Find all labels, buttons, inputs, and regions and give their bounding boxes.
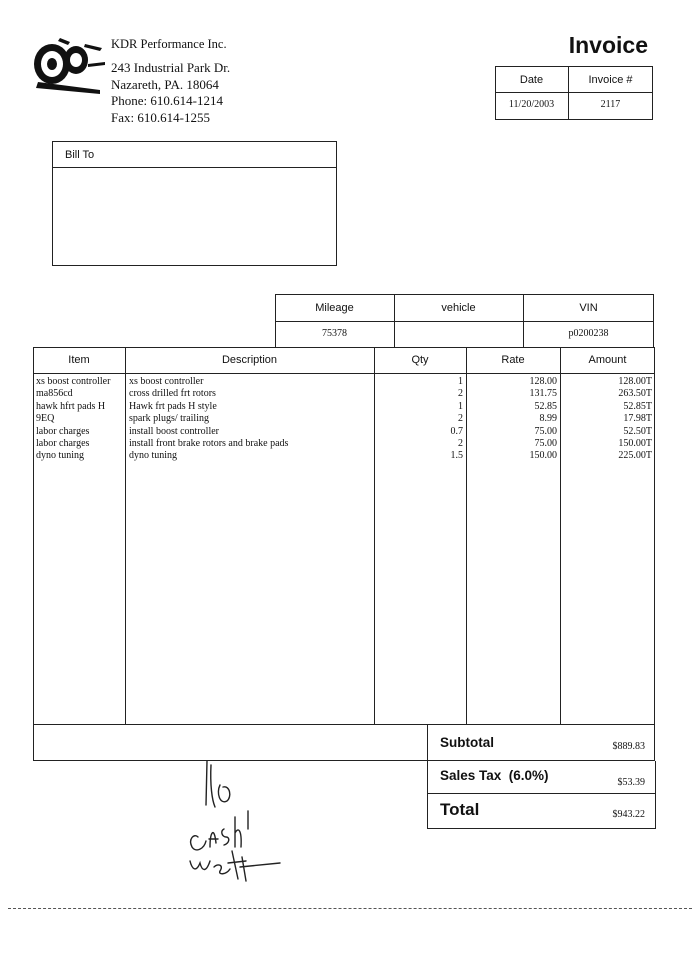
bill-to-label: Bill To — [65, 149, 95, 161]
table-row-item: labor charges — [36, 425, 90, 437]
table-row-item: ma856cd — [36, 388, 73, 400]
column-header-rate: Rate — [501, 354, 525, 366]
table-row-item: dyno tuning — [36, 450, 85, 462]
company-phone: Phone: 610.614-1214 — [111, 93, 223, 108]
table-row-description: cross drilled frt rotors — [129, 388, 216, 400]
mileage-value: 75378 — [322, 328, 347, 339]
vin-label: VIN — [579, 302, 598, 314]
table-row-qty: 2 — [458, 437, 463, 449]
table-row-rate: 131.75 — [529, 388, 557, 400]
table-row-description: install boost controller — [129, 425, 219, 437]
subtotal-value: $889.83 — [612, 741, 645, 752]
company-address-line2: Nazareth, PA. 18064 — [111, 76, 219, 92]
sales-tax-value: $53.39 — [617, 777, 645, 788]
table-row-rate: 52.85 — [534, 400, 557, 412]
table-row-description: spark plugs/ trailing — [129, 413, 209, 425]
subtotal-label: Subtotal — [440, 735, 494, 750]
invoice-title: Invoice — [568, 32, 648, 58]
table-row-description: dyno tuning — [129, 450, 178, 462]
table-row-amount: 263.50T — [618, 388, 652, 400]
sales-tax-label: Sales Tax (6.0%) — [440, 768, 549, 783]
table-row-amount: 150.00T — [618, 437, 652, 449]
column-header-item: Item — [68, 354, 90, 366]
table-row-item: hawk hfrt pads H — [36, 400, 106, 412]
description-column — [129, 376, 373, 463]
table-row-qty: 2 — [458, 413, 463, 425]
company-fax: Fax: 610.614-1255 — [111, 109, 210, 125]
total-label: Total — [440, 800, 480, 819]
company-address-line1: 243 Industrial Park Dr. — [111, 60, 231, 75]
total-value: $943.22 — [612, 809, 645, 820]
invoice-number: 2117 — [600, 99, 621, 110]
item-column — [36, 376, 124, 463]
table-row-description: xs boost controller — [129, 376, 204, 387]
bill-to-box — [52, 141, 337, 266]
table-row-rate: 8.99 — [539, 413, 557, 425]
table-row-rate: 150.00 — [529, 450, 557, 462]
column-header-amount: Amount — [588, 354, 627, 366]
table-row-description: Hawk frt pads H style — [129, 400, 217, 412]
mileage-label: Mileage — [315, 302, 354, 314]
table-row-amount: 225.00T — [618, 450, 652, 462]
table-row-item: xs boost controller — [36, 376, 111, 387]
handwritten-note — [180, 755, 300, 885]
qty-column — [376, 376, 463, 463]
vin-value: p0200238 — [568, 328, 609, 339]
company-name: KDR Performance Inc. — [111, 37, 227, 51]
company-logo — [30, 34, 108, 96]
turbo-logo-icon — [30, 34, 108, 96]
table-row-qty: 1 — [458, 400, 463, 412]
table-row-amount: 52.85T — [623, 400, 652, 412]
date-label: Date — [519, 74, 544, 86]
table-row-rate: 75.00 — [534, 425, 557, 437]
table-row-item: labor charges — [36, 437, 90, 449]
handwritten-signature-icon — [180, 755, 300, 885]
column-header-qty: Qty — [411, 354, 429, 366]
invoice-date: 11/20/2003 — [508, 99, 555, 110]
table-row-rate: 128.00 — [529, 376, 557, 387]
table-row-amount: 17.98T — [623, 413, 652, 425]
invoice-number-label: Invoice # — [588, 74, 633, 86]
table-row-qty: 1.5 — [450, 450, 463, 462]
table-row-qty: 2 — [458, 388, 463, 400]
table-row-amount: 52.50T — [623, 425, 652, 437]
vehicle-label: vehicle — [441, 302, 476, 314]
amount-column — [562, 376, 652, 463]
table-row-rate: 75.00 — [534, 437, 557, 449]
bottom-rule — [8, 908, 692, 909]
column-header-description: Description — [221, 354, 278, 366]
table-row-qty: 1 — [458, 376, 463, 387]
table-row-item: 9EQ — [36, 413, 55, 425]
table-row-qty: 0.7 — [450, 425, 463, 437]
rate-column — [468, 376, 557, 463]
table-row-description: install front brake rotors and brake pads — [129, 437, 289, 449]
table-row-amount: 128.00T — [618, 376, 652, 387]
